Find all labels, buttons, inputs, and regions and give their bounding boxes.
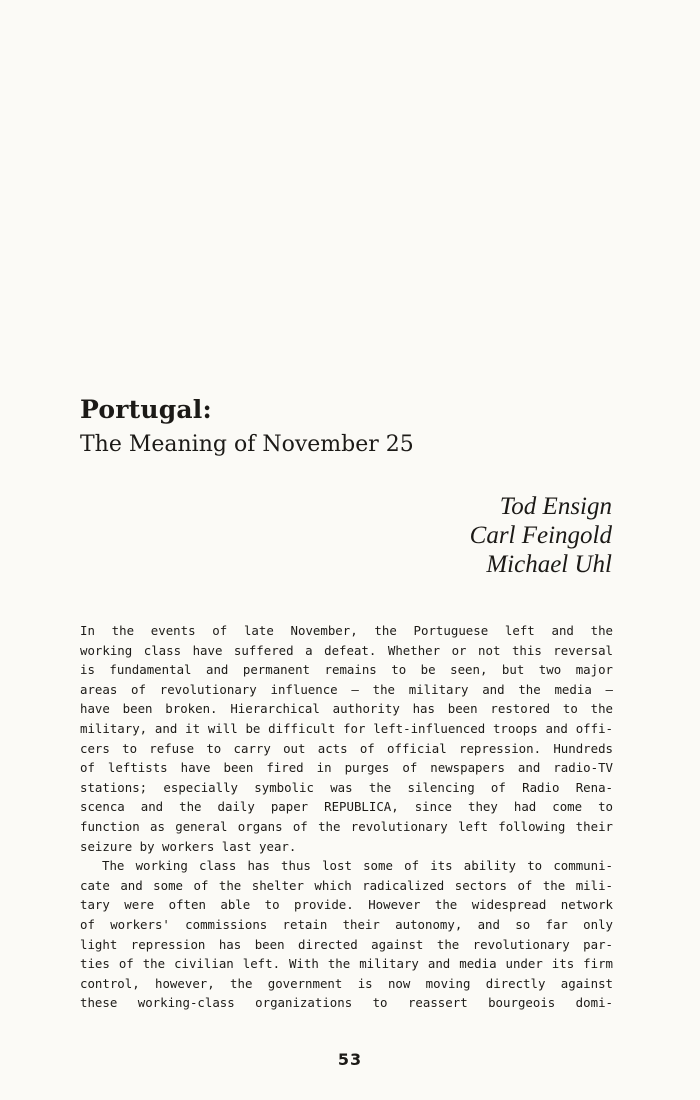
text-line: is fundamental and permanent remains to be seen, but two major <box>80 662 613 678</box>
text-line: In the events of late November, the Portuguese left and the <box>80 623 613 638</box>
text-line: The working class has thus lost some of its ability to communi- <box>102 858 613 874</box>
text-line: military, and it will be difficult for left-influenced troops and offi- <box>80 720 613 736</box>
text-line: seizure by workers last year. <box>80 838 297 854</box>
author-name: Tod Ensign <box>499 493 612 520</box>
page-number: 53 <box>337 1050 363 1069</box>
text-line: function as general organs of the revolutionary left following their <box>80 818 613 834</box>
text-line: light repression has been directed against the revolutionary par- <box>80 936 613 952</box>
text-line: scenca and the daily paper REPUBLICA, since they had come to <box>80 799 613 815</box>
article-subtitle: The Meaning of November 25 <box>80 432 414 457</box>
paragraph-1 <box>80 621 613 856</box>
text-line: stations; especially symbolic was the silencing of Radio Rena- <box>80 779 613 795</box>
text-line: tary were often able to provide. However the widespread network <box>80 897 613 913</box>
text-line: areas of revolutionary influence — the military and the media — <box>80 681 613 697</box>
author-name: Michael Uhl <box>486 551 612 578</box>
text-line: working class have suffered a defeat. Whether or not this reversal <box>80 642 613 658</box>
text-line: ties of the civilian left. With the military and media under its firm <box>80 956 613 972</box>
text-line: of leftists have been fired in purges of newspapers and radio-TV <box>80 760 613 776</box>
article-body <box>80 621 613 1013</box>
text-line: cers to refuse to carry out acts of official repression. Hundreds <box>80 740 613 756</box>
text-line: control, however, the government is now moving directly against <box>80 975 613 991</box>
paragraph-2 <box>80 856 613 1013</box>
text-line: of workers' commissions retain their autonomy, and so far only <box>80 916 613 932</box>
article-title: Portugal: <box>80 395 212 424</box>
text-line: cate and some of the shelter which radicalized sectors of the mili- <box>80 877 613 893</box>
text-line: these working-class organizations to reassert bourgeois domi- <box>80 995 613 1011</box>
author-list <box>470 492 612 579</box>
text-line: have been broken. Hierarchical authority has been restored to the <box>80 701 613 717</box>
author-name: Carl Feingold <box>469 522 612 549</box>
